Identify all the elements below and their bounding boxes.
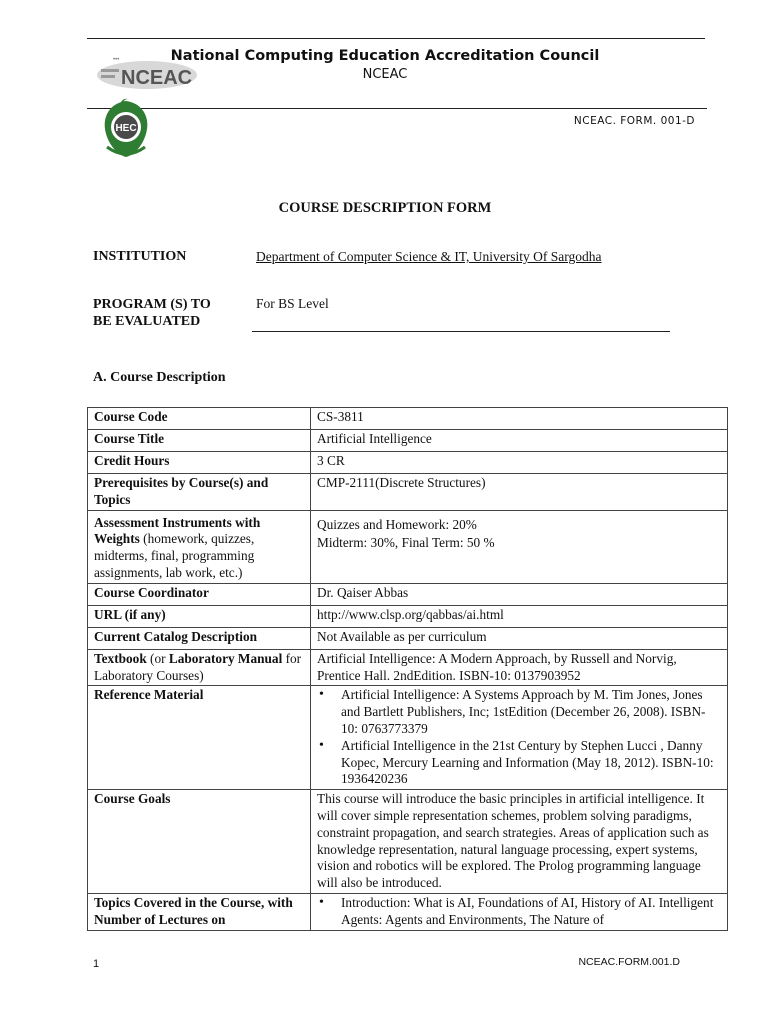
table-row-credit-hours <box>88 452 728 474</box>
assessment-value-line2: Midterm: 30%, Final Term: 50 % <box>317 535 495 551</box>
catalog-value: Not Available as per curriculum <box>311 627 728 649</box>
textbook-label-bold2: Laboratory Manual <box>168 650 283 666</box>
reference-item-1: • Artificial Intelligence: A Systems Approach by M. Tim Jones, Jones and Bartlett Publishers, Inc; 1stEdition (December 26, 2008). ISBN-10: 0763773379 <box>341 687 721 737</box>
table-row-reference <box>88 686 728 790</box>
table-row-topics <box>88 893 728 930</box>
course-code-value: CS-3811 <box>311 408 728 430</box>
topics-item-1: • Introduction: What is AI, Foundations of AI, History of AI. Intelligent Agents: Agents and Environments, The Nature of <box>341 895 721 929</box>
program-label <box>93 296 211 330</box>
coordinator-value: Dr. Qaiser Abbas <box>311 583 728 605</box>
textbook-label-bold1: Textbook <box>94 650 147 666</box>
textbook-label <box>88 649 311 686</box>
assessment-label-bold: Assessment Instruments with Weights <box>94 514 261 547</box>
credit-hours-label: Credit Hours <box>88 452 311 474</box>
program-label-line1: PROGRAM (S) TO <box>93 297 211 312</box>
table-row-textbook <box>88 649 728 686</box>
program-label-line2: BE EVALUATED <box>93 314 201 329</box>
course-code-label: Course Code <box>88 408 311 430</box>
course-title-value: Artificial Intelligence <box>311 430 728 452</box>
table-row-catalog <box>88 627 728 649</box>
svg-text:•••: ••• <box>113 57 120 63</box>
coordinator-label: Course Coordinator <box>88 583 311 605</box>
textbook-label-normal2: for Laboratory Courses) <box>94 650 302 683</box>
assessment-value-line1: Quizzes and Homework: 20% <box>317 516 477 532</box>
header-rule <box>87 108 707 109</box>
seal-text: HEC <box>115 123 137 134</box>
program-value: For BS Level <box>256 296 329 311</box>
url-label: URL (if any) <box>88 605 311 627</box>
footer-form-number: NCEAC.FORM.001.D <box>578 956 680 968</box>
table-row-prerequisites <box>88 474 728 511</box>
council-name: National Computing Education Accreditation Council <box>170 48 600 64</box>
program-underline <box>252 331 670 332</box>
course-description-table <box>87 407 728 931</box>
institution-label: INSTITUTION <box>93 249 187 264</box>
table-row-goals <box>88 790 728 894</box>
reference-item-2: • Artificial Intelligence in the 21st Century by Stephen Lucci , Danny Kopec, Mercury Learning and Information (May 18, 2012). ISBN-10: 1936420236 <box>341 738 721 788</box>
catalog-label: Current Catalog Description <box>88 627 311 649</box>
textbook-label-normal1: (or <box>146 650 169 666</box>
table-row-course-code <box>88 408 728 430</box>
topics-value <box>311 893 728 930</box>
page-number: 1 <box>93 958 100 970</box>
section-a-title: A. Course Description <box>93 370 226 385</box>
topics-label: Topics Covered in the Course, with Number of Lectures on <box>88 893 311 930</box>
reference-value <box>311 686 728 790</box>
form-number-top: NCEAC. FORM. 001-D <box>573 115 695 127</box>
form-title: COURSE DESCRIPTION FORM <box>278 200 492 216</box>
institution-value: Department of Computer Science & IT, University Of Sargodha <box>256 249 602 264</box>
prerequisites-value: CMP-2111(Discrete Structures) <box>311 474 728 511</box>
hec-seal <box>93 97 159 163</box>
goals-label: Course Goals <box>88 790 311 894</box>
reference-list <box>317 687 721 788</box>
goals-value: This course will introduce the basic principles in artificial intelligence. It will cover simple representation schemes, problem solving paradigms, constraint propagation, and search strategies. Areas of application such as knowledge representation, natural language processing, expert systems, vision and robotics will be explored. The Prolog programming language will also be introduced. <box>311 790 728 894</box>
logo-text: NCEAC <box>121 67 193 89</box>
table-row-url <box>88 605 728 627</box>
assessment-label-detail: (homework, quizzes, midterms, final, programming assignments, lab work, etc.) <box>94 531 255 580</box>
topics-list <box>317 895 721 929</box>
course-title-label: Course Title <box>88 430 311 452</box>
prerequisites-label: Prerequisites by Course(s) and Topics <box>88 474 311 511</box>
textbook-value: Artificial Intelligence: A Modern Approach, by Russell and Norvig, Prentice Hall. 2ndEdition. ISBN-10: 0137903952 <box>311 649 728 686</box>
reference-label: Reference Material <box>88 686 311 790</box>
assessment-value <box>311 510 728 583</box>
top-rule <box>87 38 705 39</box>
url-value[interactable]: http://www.clsp.org/qabbas/ai.html <box>311 605 728 627</box>
assessment-label <box>88 510 311 583</box>
table-row-assessment <box>88 510 728 583</box>
table-row-coordinator <box>88 583 728 605</box>
credit-hours-value: 3 CR <box>311 452 728 474</box>
table-row-course-title <box>88 430 728 452</box>
council-abbrev: NCEAC <box>362 67 408 82</box>
